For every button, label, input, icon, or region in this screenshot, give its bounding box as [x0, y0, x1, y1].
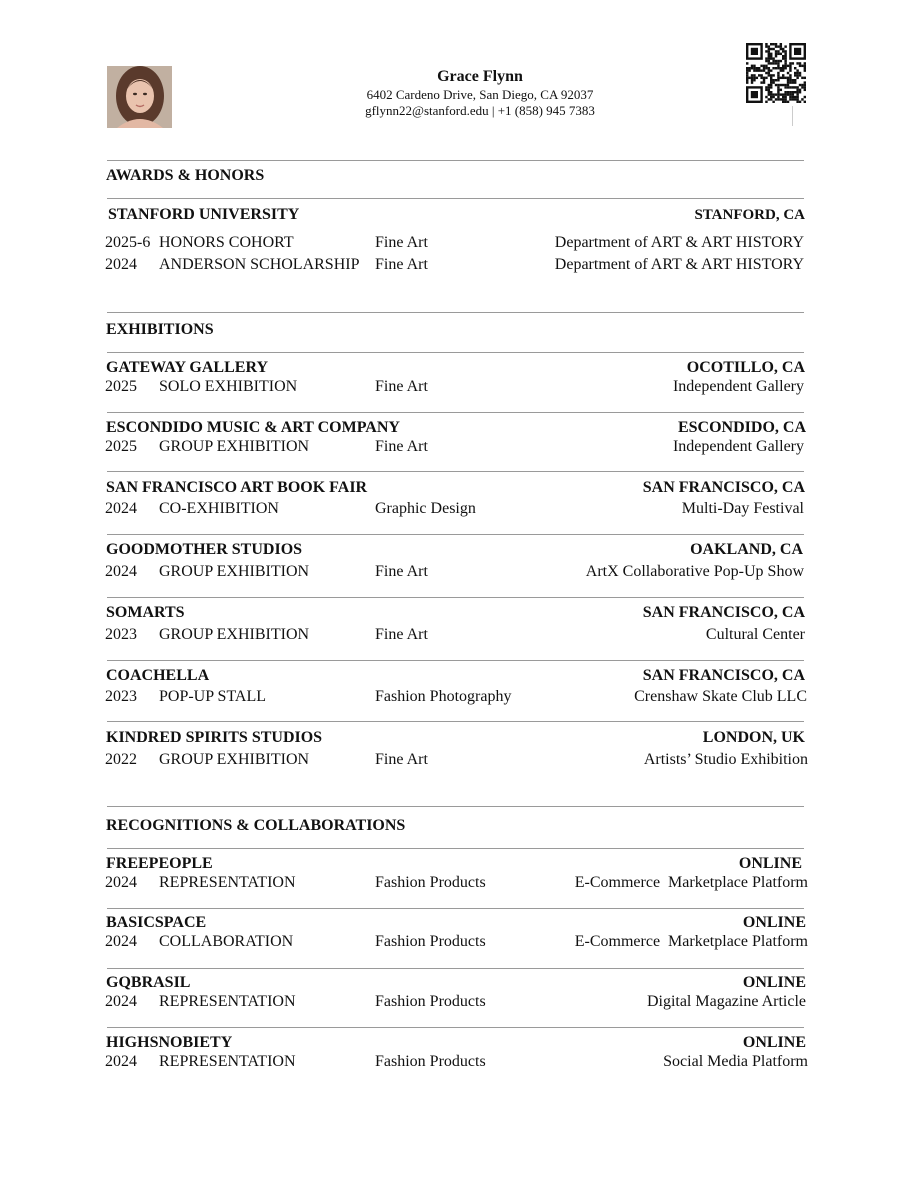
exhibition-org: ESCONDIDO MUSIC & ART COMPANY [106, 419, 400, 436]
recognition-year: 2024 [105, 1053, 137, 1070]
recognition-field: Fashion Products [375, 993, 486, 1010]
recognition-year: 2024 [105, 874, 137, 891]
exhibition-title: GROUP EXHIBITION [159, 626, 310, 643]
exhibition-detail: Artists’ Studio Exhibition [643, 751, 808, 768]
exhibition-field: Fashion Photography [375, 688, 512, 705]
entry-divider [107, 968, 804, 969]
recognition-detail: Digital Magazine Article [646, 993, 806, 1010]
awards-location: STANFORD, CA [694, 207, 805, 223]
exhibition-row [105, 437, 808, 457]
exhibition-org: GATEWAY GALLERY [106, 359, 268, 376]
exhibition-detail: Cultural Center [705, 626, 805, 643]
award-title: HONORS COHORT [159, 234, 294, 251]
award-year: 2025-6 [105, 234, 151, 251]
section-divider [107, 352, 804, 353]
entry-divider [107, 534, 804, 535]
exhibition-field: Graphic Design [375, 500, 476, 517]
entry-divider [107, 721, 804, 722]
exhibition-year: 2025 [105, 378, 137, 395]
exhibition-title: GROUP EXHIBITION [159, 438, 310, 455]
entry-divider [107, 412, 804, 413]
recognition-row [105, 992, 808, 1012]
exhibition-location: OAKLAND, CA [690, 541, 803, 558]
recognition-org: BASICSPACE [106, 914, 207, 931]
exhibition-row [105, 625, 808, 645]
section-title-awards: AWARDS & HONORS [106, 167, 265, 184]
award-year: 2024 [105, 256, 137, 273]
exhibition-year: 2023 [105, 688, 137, 705]
section-title-recognitions: RECOGNITIONS & COLLABORATIONS [106, 817, 406, 834]
exhibition-org: GOODMOTHER STUDIOS [106, 541, 303, 558]
exhibition-row [105, 499, 808, 519]
recognition-location: ONLINE [742, 974, 806, 991]
exhibition-detail: Independent Gallery [672, 378, 804, 395]
exhibition-row [105, 377, 808, 397]
exhibition-row [105, 750, 808, 770]
exhibition-field: Fine Art [375, 563, 428, 580]
recognition-detail: Social Media Platform [663, 1053, 808, 1070]
exhibition-location: LONDON, UK [702, 729, 805, 746]
exhibition-detail: Independent Gallery [672, 438, 804, 455]
recognition-row [105, 932, 808, 952]
divider [792, 106, 793, 126]
candidate-name: Grace Flynn [437, 68, 523, 85]
recognition-title: COLLABORATION [159, 933, 294, 950]
resume-header [300, 67, 660, 119]
recognition-org: GQBRASIL [106, 974, 191, 991]
exhibition-location: SAN FRANCISCO, CA [642, 479, 805, 496]
award-row [105, 233, 808, 253]
entry-divider [107, 908, 804, 909]
award-field: Fine Art [375, 234, 428, 251]
recognition-detail: E-Commerce Marketplace Platform [574, 933, 808, 950]
entry-divider [107, 1027, 804, 1028]
recognition-title: REPRESENTATION [159, 993, 296, 1010]
recognition-title: REPRESENTATION [159, 1053, 296, 1070]
recognition-row [105, 1052, 808, 1072]
exhibition-year: 2025 [105, 438, 137, 455]
exhibition-field: Fine Art [375, 378, 428, 395]
exhibition-detail: Crenshaw Skate Club LLC [634, 688, 807, 705]
award-title: ANDERSON SCHOLARSHIP [159, 256, 360, 273]
recognition-field: Fashion Products [375, 1053, 486, 1070]
recognition-detail: E-Commerce Marketplace Platform [574, 874, 808, 891]
exhibition-row [105, 562, 808, 582]
exhibition-location: SAN FRANCISCO, CA [642, 604, 805, 621]
exhibition-title: SOLO EXHIBITION [159, 378, 298, 395]
section-divider [107, 198, 804, 199]
recognition-field: Fashion Products [375, 874, 486, 891]
exhibition-org: SAN FRANCISCO ART BOOK FAIR [106, 479, 368, 496]
exhibition-title: GROUP EXHIBITION [159, 751, 310, 768]
address-line: 6402 Cardeno Drive, San Diego, CA 92037 [366, 87, 594, 102]
exhibition-detail: Multi-Day Festival [681, 500, 804, 517]
award-field: Fine Art [375, 256, 428, 273]
section-divider [107, 312, 804, 313]
recognition-field: Fashion Products [375, 933, 486, 950]
exhibition-org: COACHELLA [106, 667, 210, 684]
exhibition-field: Fine Art [375, 751, 428, 768]
recognition-org: FREEPEOPLE [106, 855, 213, 872]
exhibition-field: Fine Art [375, 626, 428, 643]
exhibition-org: KINDRED SPIRITS STUDIOS [106, 729, 323, 746]
recognition-title: REPRESENTATION [159, 874, 296, 891]
award-detail: Department of ART & ART HISTORY [554, 234, 804, 251]
exhibition-year: 2023 [105, 626, 137, 643]
recognition-year: 2024 [105, 933, 137, 950]
entry-divider [107, 471, 804, 472]
section-divider [107, 806, 804, 807]
recognition-location: ONLINE [742, 914, 806, 931]
exhibition-location: OCOTILLO, CA [686, 359, 805, 376]
entry-divider [107, 597, 804, 598]
contact-line: gflynn22@stanford.edu | +1 (858) 945 7383 [365, 103, 595, 118]
exhibition-year: 2022 [105, 751, 137, 768]
award-row [105, 255, 808, 275]
exhibition-location: SAN FRANCISCO, CA [642, 667, 805, 684]
exhibition-year: 2024 [105, 500, 137, 517]
recognition-year: 2024 [105, 993, 137, 1010]
qr-code-icon [746, 43, 806, 103]
profile-photo [107, 66, 172, 128]
section-divider [107, 160, 804, 161]
recognition-row [105, 873, 808, 893]
recognition-location: ONLINE [738, 855, 802, 872]
awards-org: STANFORD UNIVERSITY [108, 206, 300, 223]
exhibition-location: ESCONDIDO, CA [677, 419, 806, 436]
exhibition-title: POP-UP STALL [159, 688, 267, 705]
exhibition-field: Fine Art [375, 438, 428, 455]
recognition-org: HIGHSNOBIETY [106, 1034, 233, 1051]
exhibition-title: CO-EXHIBITION [159, 500, 279, 517]
section-title-exhibitions: EXHIBITIONS [106, 321, 214, 338]
award-detail: Department of ART & ART HISTORY [554, 256, 804, 273]
exhibition-title: GROUP EXHIBITION [159, 563, 310, 580]
exhibition-detail: ArtX Collaborative Pop-Up Show [585, 563, 804, 580]
section-divider [107, 848, 804, 849]
recognition-location: ONLINE [742, 1034, 806, 1051]
exhibition-year: 2024 [105, 563, 137, 580]
exhibition-org: SOMARTS [106, 604, 185, 621]
entry-divider [107, 660, 804, 661]
exhibition-row [105, 687, 808, 707]
